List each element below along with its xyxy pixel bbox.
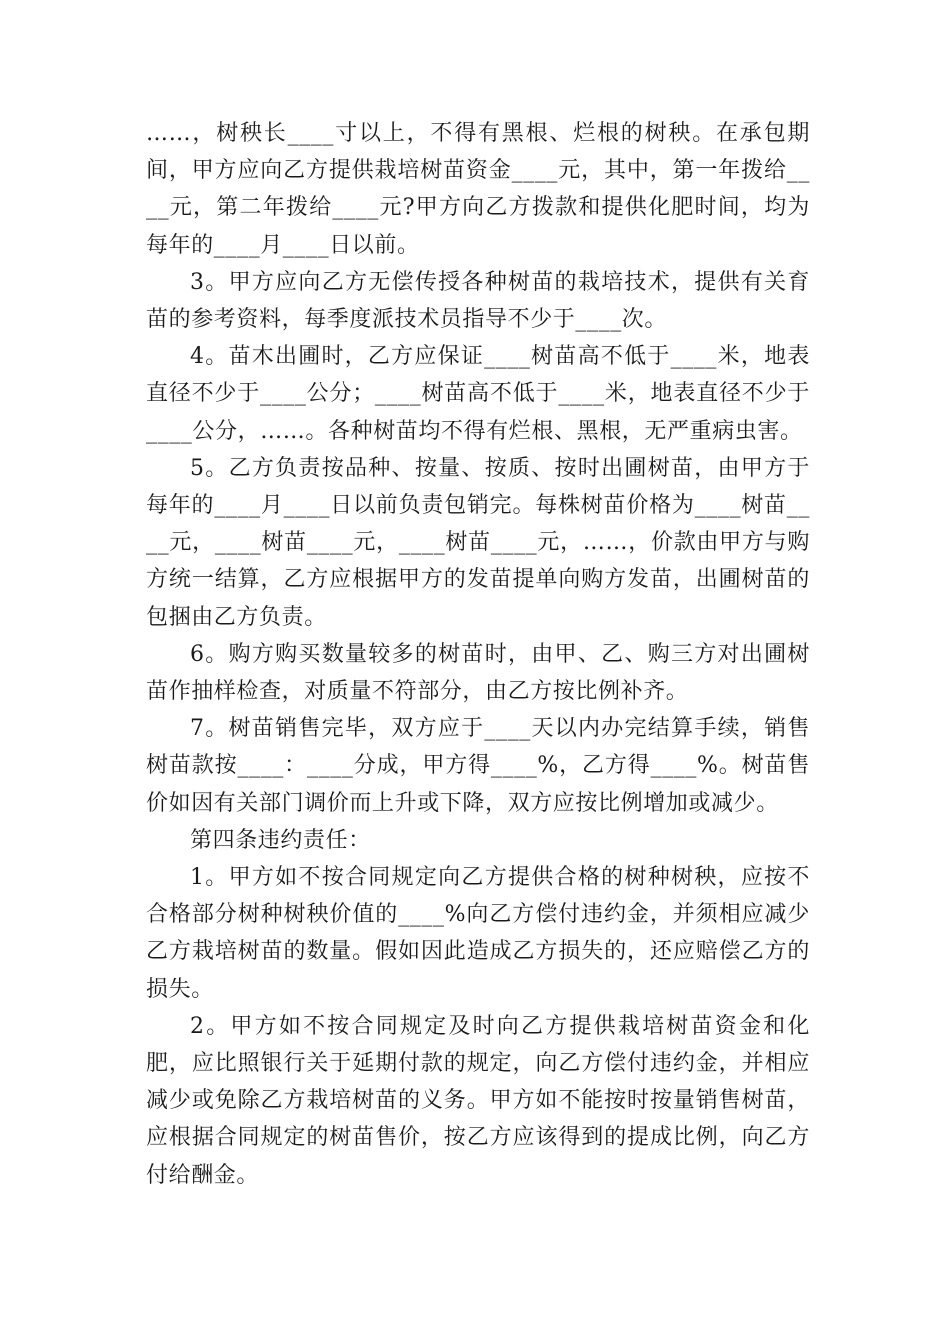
paragraph-liability-1: 1。甲方如不按合同规定向乙方提供合格的树种树秧，应按不合格部分树种树秧价值的____%向乙方偿付违约金，并须相应减少乙方栽培树苗的数量。假如因此造成乙方损失的，还应赔偿乙方的损失。 (146, 865, 810, 1002)
paragraph-continuation: ……，树秧长____寸以上，不得有黑根、烂根的树秧。在承包期间，甲方应向乙方提供栽培树苗资金____元，其中，第一年拨给____元，第二年拨给____元?甲方向乙方拨款和提供化肥时间，均为每年的____月____日以前。 (146, 121, 810, 258)
document-page (146, 115, 810, 1194)
section-heading-article-4: 第四条违约责任： (190, 827, 371, 853)
paragraph-clause-7: 7。树苗销售完毕，双方应于____天以内办完结算手续，销售树苗款按____：____分成，甲方得____%，乙方得____%。树苗售价如因有关部门调价而上升或下降，双方应按比例增加或减少。 (146, 716, 810, 816)
paragraph-clause-3: 3。甲方应向乙方无偿传授各种树苗的栽培技术，提供有关育苗的参考资料，每季度派技术员指导不少于____次。 (146, 269, 810, 333)
paragraph-liability-2: 2。甲方如不按合同规定及时向乙方提供栽培树苗资金和化肥，应比照银行关于延期付款的规定，向乙方偿付违约金，并相应减少或免除乙方栽培树苗的义务。甲方如不能按时按量销售树苗，应根据合同规定的树苗售价，按乙方应该得到的提成比例，向乙方付给酬金。 (146, 1013, 810, 1188)
paragraph-clause-5: 5。乙方负责按品种、按量、按质、按时出圃树苗，由甲方于每年的____月____日以前负责包销完。每株树苗价格为____树苗____元，____树苗____元，____树苗____元，……，价款由甲方与购方统一结算，乙方应根据甲方的发苗提单向购方发苗，出圃树苗的包捆由乙方负责。 (146, 455, 810, 630)
paragraph-clause-6: 6。购方购买数量较多的树苗时，由甲、乙、购三方对出圃树苗作抽样检查，对质量不符部分，由乙方按比例补齐。 (146, 641, 810, 705)
paragraph-clause-4: 4。苗木出圃时，乙方应保证____树苗高不低于____米，地表直径不少于____公分；____树苗高不低于____米，地表直径不少于____公分，……。各种树苗均不得有烂根、黑根，无严重病虫害。 (146, 344, 810, 444)
